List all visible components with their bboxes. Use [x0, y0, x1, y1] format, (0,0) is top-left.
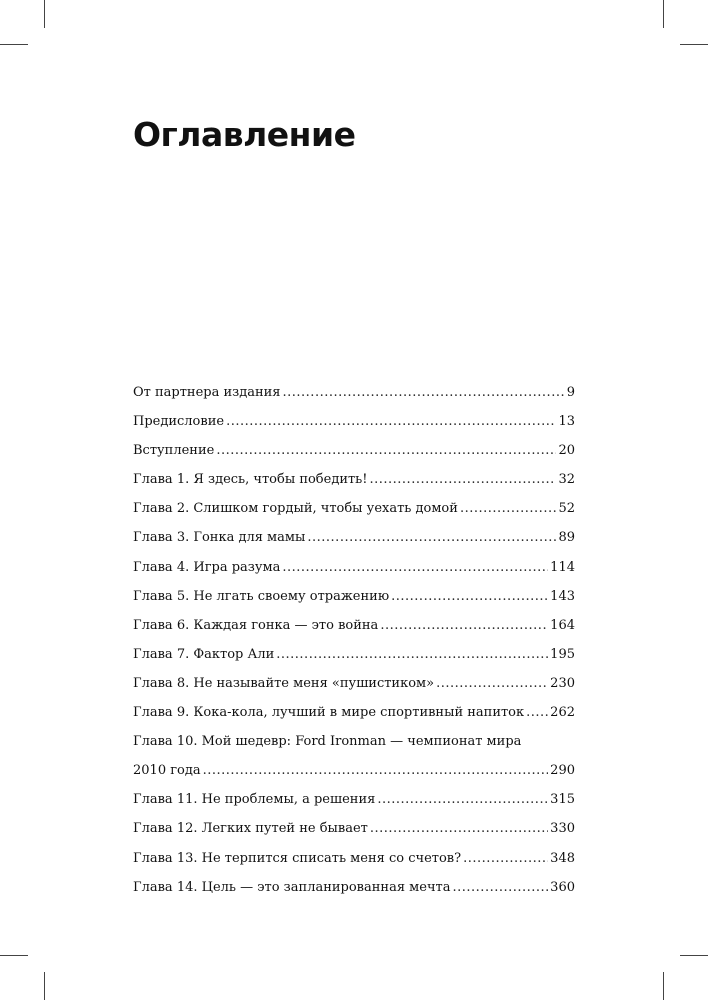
dot-leader — [460, 494, 557, 523]
crop-mark-top-right — [680, 44, 708, 45]
toc-entry[interactable] — [133, 669, 575, 698]
toc-entry[interactable] — [133, 378, 575, 407]
dot-leader — [283, 378, 565, 407]
toc-entry[interactable] — [133, 814, 575, 843]
crop-mark-bottom-right — [680, 955, 708, 956]
crop-mark-bottom-right — [663, 972, 664, 1000]
page-title: Оглавление — [133, 115, 356, 154]
toc-entry-title: Глава 13. Не терпится списать меня со счетов? — [133, 850, 462, 866]
toc-entry-title: Глава 6. Каждая гонка — это война — [133, 617, 379, 633]
toc-entry-title: Глава 10. Мой шедевр: Ford Ironman — чемпионат мира — [133, 734, 522, 750]
crop-mark-top-left — [44, 0, 45, 28]
toc-entry[interactable] — [133, 640, 575, 669]
toc-entry[interactable] — [133, 844, 575, 873]
toc-page-number: 330 — [550, 821, 575, 837]
toc-entry-title: От партнера издания — [133, 385, 281, 400]
toc-entry-title: Глава 2. Слишком гордый, чтобы уехать домой — [133, 501, 458, 517]
dot-leader — [370, 814, 548, 843]
toc-page-number: 348 — [550, 850, 575, 866]
toc-entry-title: Предисловие — [133, 414, 225, 430]
toc-entry[interactable] — [133, 611, 575, 640]
toc-entry[interactable] — [133, 727, 575, 785]
dot-leader — [307, 523, 556, 552]
toc-entry-title-continuation: 2010 года — [133, 763, 201, 779]
dot-leader — [463, 844, 548, 873]
dot-leader — [377, 785, 548, 814]
toc-entry[interactable] — [133, 582, 575, 611]
toc-page-number: 9 — [566, 385, 575, 400]
toc-entry-title: Глава 8. Не называйте меня «пушистиком» — [133, 675, 435, 691]
crop-mark-top-left — [0, 44, 28, 45]
crop-mark-top-right — [663, 0, 664, 28]
toc-page-number: 13 — [558, 414, 575, 430]
toc-page-number: 360 — [550, 879, 575, 895]
toc-entry-title: Глава 4. Игра разума — [133, 559, 281, 575]
toc-entry-title: Глава 12. Легких путей не бывает — [133, 821, 368, 837]
toc-entry[interactable] — [133, 698, 575, 727]
dot-leader — [216, 436, 556, 465]
toc-entry[interactable] — [133, 407, 575, 436]
toc-entry[interactable] — [133, 436, 575, 465]
toc-entry-title: Глава 9. Кока-кола, лучший в мире спортивный напиток — [133, 705, 525, 721]
crop-mark-bottom-left — [0, 955, 28, 956]
toc-page-number: 164 — [550, 617, 575, 633]
toc-entry[interactable] — [133, 523, 575, 552]
toc-page-number: 230 — [550, 675, 575, 691]
toc-entry-title: Глава 3. Гонка для мамы — [133, 530, 306, 546]
toc-entry[interactable] — [133, 873, 575, 902]
dot-leader — [380, 611, 548, 640]
dot-leader — [436, 669, 548, 698]
toc-entry-title: Глава 1. Я здесь, чтобы победить! — [133, 472, 368, 488]
dot-leader — [370, 465, 557, 494]
toc-page-number: 195 — [550, 646, 575, 662]
toc-entry[interactable] — [133, 785, 575, 814]
dot-leader — [276, 640, 548, 669]
toc-page-number: 143 — [550, 588, 575, 604]
dot-leader — [282, 553, 548, 582]
dot-leader — [453, 873, 549, 902]
toc-entry-title: Глава 11. Не проблемы, а решения — [133, 792, 376, 808]
toc-page-number: 32 — [558, 472, 575, 488]
toc-page-number: 114 — [550, 559, 575, 575]
toc-page-number: 89 — [558, 530, 575, 546]
toc-entry-title: Вступление — [133, 443, 215, 459]
toc-entry[interactable] — [133, 465, 575, 494]
toc-entry[interactable] — [133, 553, 575, 582]
toc-entry-title: Глава 5. Не лгать своему отражению — [133, 588, 390, 604]
dot-leader — [391, 582, 548, 611]
table-of-contents — [133, 378, 575, 902]
toc-entry-title: Глава 14. Цель — это запланированная мечта — [133, 879, 451, 895]
toc-page-number: 20 — [558, 443, 575, 459]
toc-page-number: 290 — [550, 763, 575, 779]
dot-leader — [526, 698, 548, 727]
toc-page-number: 262 — [550, 705, 575, 721]
toc-page-number: 315 — [550, 792, 575, 808]
crop-mark-bottom-left — [44, 972, 45, 1000]
dot-leader — [226, 407, 556, 436]
toc-entry-title: Глава 7. Фактор Али — [133, 646, 275, 662]
dot-leader — [203, 756, 549, 785]
toc-entry-continuation — [133, 756, 575, 785]
toc-page-number: 52 — [558, 501, 575, 517]
toc-entry[interactable] — [133, 494, 575, 523]
